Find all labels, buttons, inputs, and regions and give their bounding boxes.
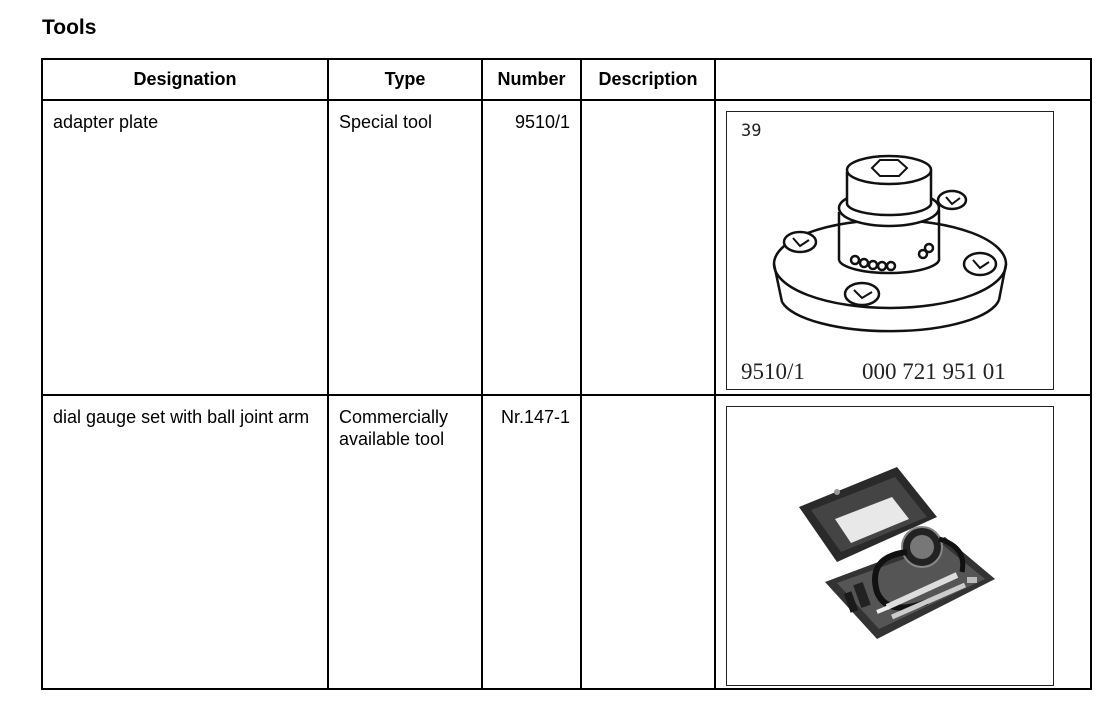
column-header-description: Description bbox=[581, 59, 715, 100]
adapter-plate-drawing-icon bbox=[727, 112, 1053, 389]
column-header-number: Number bbox=[482, 59, 581, 100]
cell-figure bbox=[715, 395, 1091, 689]
tools-table bbox=[41, 58, 1092, 690]
cell-type: Special tool bbox=[328, 100, 482, 395]
page-title: Tools bbox=[42, 16, 97, 39]
cell-number: 9510/1 bbox=[482, 100, 581, 395]
table-header-row bbox=[42, 59, 1091, 100]
part-number-label: 000 721 951 01 bbox=[862, 359, 1006, 384]
dial-gauge-set-figure bbox=[726, 406, 1054, 686]
column-header-type: Type bbox=[328, 59, 482, 100]
cell-figure bbox=[715, 100, 1091, 395]
table-row bbox=[42, 100, 1091, 395]
cell-designation: adapter plate bbox=[42, 100, 328, 395]
figure-number: 39 bbox=[741, 121, 762, 141]
cell-number: Nr.147-1 bbox=[482, 395, 581, 689]
tool-code-label: 9510/1 bbox=[741, 359, 805, 384]
column-header-figure bbox=[715, 59, 1091, 100]
cell-designation: dial gauge set with ball joint arm bbox=[42, 395, 328, 689]
cell-description bbox=[581, 395, 715, 689]
adapter-plate-figure bbox=[726, 111, 1054, 390]
cell-type: Commercially available tool bbox=[328, 395, 482, 689]
dial-gauge-set-photo-icon bbox=[727, 407, 1053, 685]
cell-description bbox=[581, 100, 715, 395]
table-row bbox=[42, 395, 1091, 689]
column-header-designation: Designation bbox=[42, 59, 328, 100]
